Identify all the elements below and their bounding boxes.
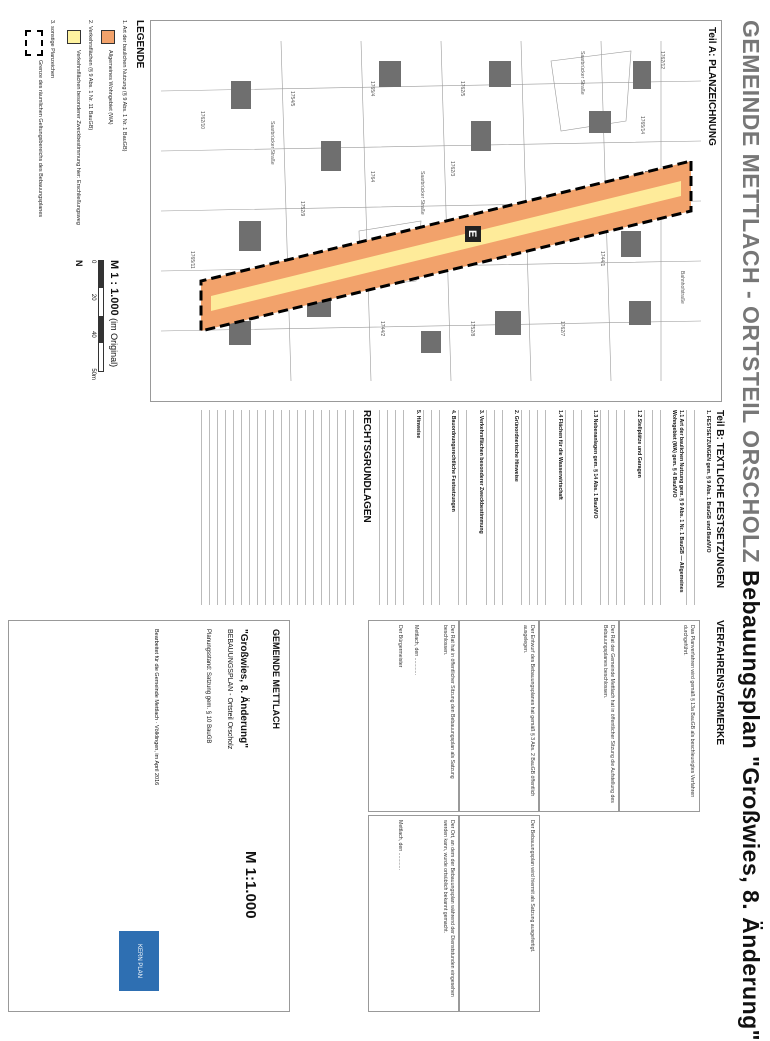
- text-item: 3. Verkehrsflächen besonderer Zweckbestimmung: [478, 410, 484, 534]
- legend-heading: LEGENDE: [134, 20, 145, 69]
- text-item: 1.2 Stellplätze und Garagen: [636, 410, 642, 478]
- scale-note: (im Original): [109, 318, 119, 368]
- text-item: 4. Bauordnungsrechtliche Festsetzungen: [450, 410, 457, 512]
- svg-text:Saarbrücker Straße: Saarbrücker Straße: [419, 171, 425, 215]
- legend-item-2-sub: Verkehrsflächen besonderer Zweckbestimmung hier: Erschließungsweg: [75, 50, 81, 225]
- note-block: Der Rat hat in öffentlicher Sitzung den Bebauungsplan als Satzung beschlossen. Mettlach, den ............ Der Bürgermeister: [368, 620, 460, 812]
- plan-title: [724, 20, 764, 1041]
- text-item: 1.3 Nebenanlagen gem. § 14 Abs. 1 BauNVO: [592, 410, 599, 519]
- map-drawing[interactable]: [151, 21, 721, 401]
- legend-item-1: 1. Art der baulichen Nutzung (§ 9 Abs. 1 Nr. 1 BauGB): [121, 20, 127, 152]
- footer-subtitle: BEBAUUNGSPLAN - Ortsteil Orscholz: [226, 629, 233, 750]
- map-heading: Teil A: PLANZEICHNUNG: [706, 27, 717, 146]
- map-panel[interactable]: [150, 20, 722, 402]
- legend-item-3: 3. sonstige Planzeichen: [49, 20, 55, 79]
- legend-item-3-sub: Grenze des räumlichen Geltungsbereichs des Bebauungsplanes: [37, 60, 43, 218]
- footer-scale: M 1:1.000: [242, 851, 259, 919]
- svg-text:1752/8: 1752/8: [469, 321, 475, 337]
- title-block: [8, 620, 290, 1012]
- rechts-heading: RECHTSGRUNDLAGEN: [361, 410, 373, 523]
- svg-text:1762/12: 1762/12: [659, 51, 665, 70]
- planner-logo: KERN PLAN: [119, 931, 159, 991]
- scale-label: M 1 : 1.000: [108, 260, 120, 316]
- zone-marker-label: E: [466, 230, 478, 238]
- svg-text:1765/4: 1765/4: [369, 81, 375, 97]
- note-block: Der Ort, an dem der Bebauungsplan während der Dienststunden eingesehen werden kann, wurde ortsüblich bekannt gemacht. Mettlach, den ............: [368, 815, 460, 1012]
- title-municipality: GEMEINDE METTLACH - ORTSTEIL ORSCHOLZ: [738, 20, 764, 571]
- text-item: 1.4 Flächen für die Wasserwirtschaft: [557, 410, 563, 500]
- svg-text:1762/7: 1762/7: [559, 321, 565, 337]
- text-item: 2. Grünordnerische Hinweise: [513, 410, 520, 482]
- scale-bar: [74, 260, 120, 400]
- legend-road-swatch: [67, 30, 81, 44]
- footer-project: "Großwies, 8. Änderung": [238, 629, 249, 748]
- svg-text:1754/5: 1754/5: [289, 91, 295, 107]
- svg-text:1765/14: 1765/14: [639, 116, 645, 135]
- text-item: 5. Hinweise: [415, 410, 421, 439]
- scale-ticks: 0 20 40 50m: [90, 260, 96, 380]
- legend-item-1-sub: Allgemeines Wohngebiet (WA): [107, 50, 113, 125]
- svg-text:1764: 1764: [369, 171, 375, 183]
- svg-text:1762/10: 1762/10: [199, 111, 205, 130]
- footer-stage: Planungsstand: Satzung gem. § 10 BauGB: [205, 629, 211, 744]
- svg-text:Bahnhofstraße: Bahnhofstraße: [679, 271, 685, 304]
- note-block: Der Entwurf des Bebauungsplanes hat gemäß § 3 Abs. 2 BauGB öffentlich ausgelegen.: [458, 620, 540, 812]
- north-arrow-label: N: [74, 260, 84, 267]
- svg-text:1765/11: 1765/11: [189, 251, 195, 269]
- note-block: Der Bebauungsplan wird hiermit als Satzung ausgefertigt.: [458, 815, 540, 1012]
- svg-text:1744/1: 1744/1: [599, 251, 605, 267]
- footer-date: Bearbeitet für die Gemeinde Mettlach · Völklingen, im April 2016: [153, 629, 159, 786]
- text-item: 1. FESTSETZUNGEN gem. § 9 Abs. 1 BauGB und BauNVO: [705, 410, 712, 553]
- text-part: [12, 410, 725, 605]
- title-plan: Bebauungsplan "Großwies, 8. Änderung": [738, 570, 764, 1041]
- text-item: 1.1 Art der baulichen Nutzung gem. § 9 Abs. 1 Nr. 1 BauGB — Allgemeines Wohngebiet (WA) gem. § 4 BauNVO: [671, 410, 684, 593]
- svg-text:Saarbrücker Straße: Saarbrücker Straße: [579, 51, 585, 95]
- legend-item-2: 2. Verkehrsflächen (§ 9 Abs. 1 Nr. 11 BauGB): [87, 20, 93, 131]
- footer-municipality: GEMEINDE METTLACH: [271, 629, 281, 729]
- legend-wa-swatch: [101, 30, 115, 44]
- svg-text:1752/9: 1752/9: [299, 201, 305, 217]
- svg-text:1762/5: 1762/5: [459, 81, 465, 97]
- note-block: Das Planverfahren wird gemäß § 13a BauGB als beschleunigtes Verfahren durchgeführt.: [618, 620, 700, 812]
- scale-graphic: [98, 260, 104, 372]
- note-block: Der Rat der Gemeinde Mettlach hat in öffentlicher Sitzung die Aufstellung des Bebauungsplanes beschlossen.: [538, 620, 620, 812]
- svg-text:1744/2: 1744/2: [379, 321, 385, 337]
- svg-text:Saarbrücker Straße: Saarbrücker Straße: [269, 121, 275, 165]
- legend-boundary-swatch: [25, 30, 43, 56]
- procedure-heading: VERFAHRENSVERMERKE: [714, 620, 725, 746]
- plan-area[interactable]: [201, 161, 691, 331]
- svg-text:1762/3: 1762/3: [449, 161, 455, 177]
- zone-marker: [465, 226, 481, 242]
- text-part-heading: Teil B: TEXTLICHE FESTSETZUNGEN: [714, 410, 725, 589]
